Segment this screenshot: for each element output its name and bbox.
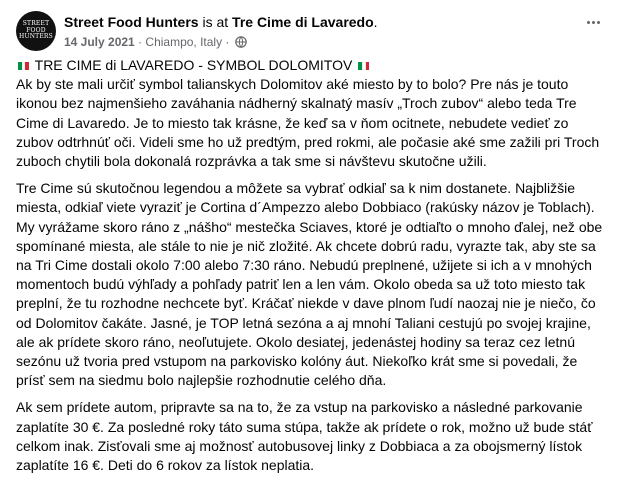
post-date-link[interactable]: 14 July 2021	[64, 35, 135, 49]
page-avatar[interactable]	[16, 11, 56, 51]
avatar-text-line-3: HUNTERS	[19, 33, 53, 41]
post-header	[16, 10, 605, 50]
post-paragraph-3: Ak sem prídete autom, pripravte sa na to, že za vstup na parkovisko a následné parkovanie zaplatíte 30 €. Za posledné roky táto suma stúpa, takže ak prídete o rok, možno už bude stáť celkom inak. Zisťovali sme aj možnosť autobusovej linky z Dobbiaca a za obojsmerný lístok zaplatíte 16 €. Deti do 6 rokov za lístok neplatia.	[16, 399, 593, 474]
post-location: · Chiampo, Italy ·	[134, 35, 233, 49]
avatar-text-line-2: FOOD	[26, 26, 46, 34]
italy-flag-icon	[358, 62, 369, 70]
avatar-text-line-1: STREET	[22, 20, 50, 28]
post-paragraph-1: Ak by ste mali určiť symbol talianskych Dolomitov aké miesto by to bolo? Pre nás je touto ikonou bez najmenšieho zaváhania nádherný skalnatý masív „Troch zubov“ alebo teda Tre Cime di Lavaredo. Je to miesto tak krásne, že keď sa v ňom ocitnete, nebudete vedieť zo zubov odtrhnúť oči. Videli sme ho už predtým, pred rokmi, ale počasie aké sme zažili pri Troch zuboch chytili bola dokonalá rozprávka a tak sme si návštevu skutočne užili.	[16, 76, 600, 170]
post-title-text: TRE CIME di LAVAREDO - SYMBOL DOLOMITOV	[34, 57, 353, 73]
globe-icon	[235, 36, 247, 48]
place-link[interactable]: Tre Cime di Lavaredo	[232, 14, 374, 30]
post-paragraph-2: Tre Cime sú skutočnou legendou a môžete sa vybrať odkiaľ sa k nim dostanete. Najbližšie miesta, odkiaľ viete vyraziť je Cortina d´Ampezzo alebo Dobbiaco (rakúsky názov je Toblach). My vyrážame skoro ráno z „nášho“ mestečka Sciaves, ktoré je odtiaľto o mnoho ďalej, než obe spomínané miesta, ale stále to nie je nič zložité. Ak chcete dobrú radu, vyrazte tak, aby ste sa na Tri Cime dostali okolo 7:00 alebo 7:30 ráno. Nebudú preplnené, užijete si ich a v mnohých momentoch budú výhľady a pohľady patriť len a len vám. Okolo obeda sa už toto miesto tak preplní, že tu rozhodne nechcete byť. Kráčať niekde v dave plnom ľudí naozaj nie je niečo, čo od Dolomitov čakáte. Jasné, je TOP letná sezóna a aj mnohí Taliani cestujú po svojej krajine, ale ak prídete skoro ráno, neoľutujete. Okolo desiatej, jedenástej hodiny sa teraz cez letnú sezónu už tvoria pred vstupom na parkovisko kolóny áut. Niekoľko krát sme si povedali, že prísť sem na siedmu bolo najlepšie rozhodnutie celého dňa.	[16, 180, 603, 389]
place-suffix: .	[373, 14, 378, 30]
is-at-text: is at	[198, 14, 233, 30]
post-title	[16, 56, 606, 75]
post-meta	[64, 34, 378, 50]
author-line	[64, 13, 378, 31]
italy-flag-icon	[18, 62, 29, 70]
post-author-info	[64, 13, 378, 50]
post-body	[16, 56, 606, 483]
more-options-icon[interactable]	[581, 10, 605, 34]
page-name-link[interactable]: Street Food Hunters	[64, 14, 199, 30]
